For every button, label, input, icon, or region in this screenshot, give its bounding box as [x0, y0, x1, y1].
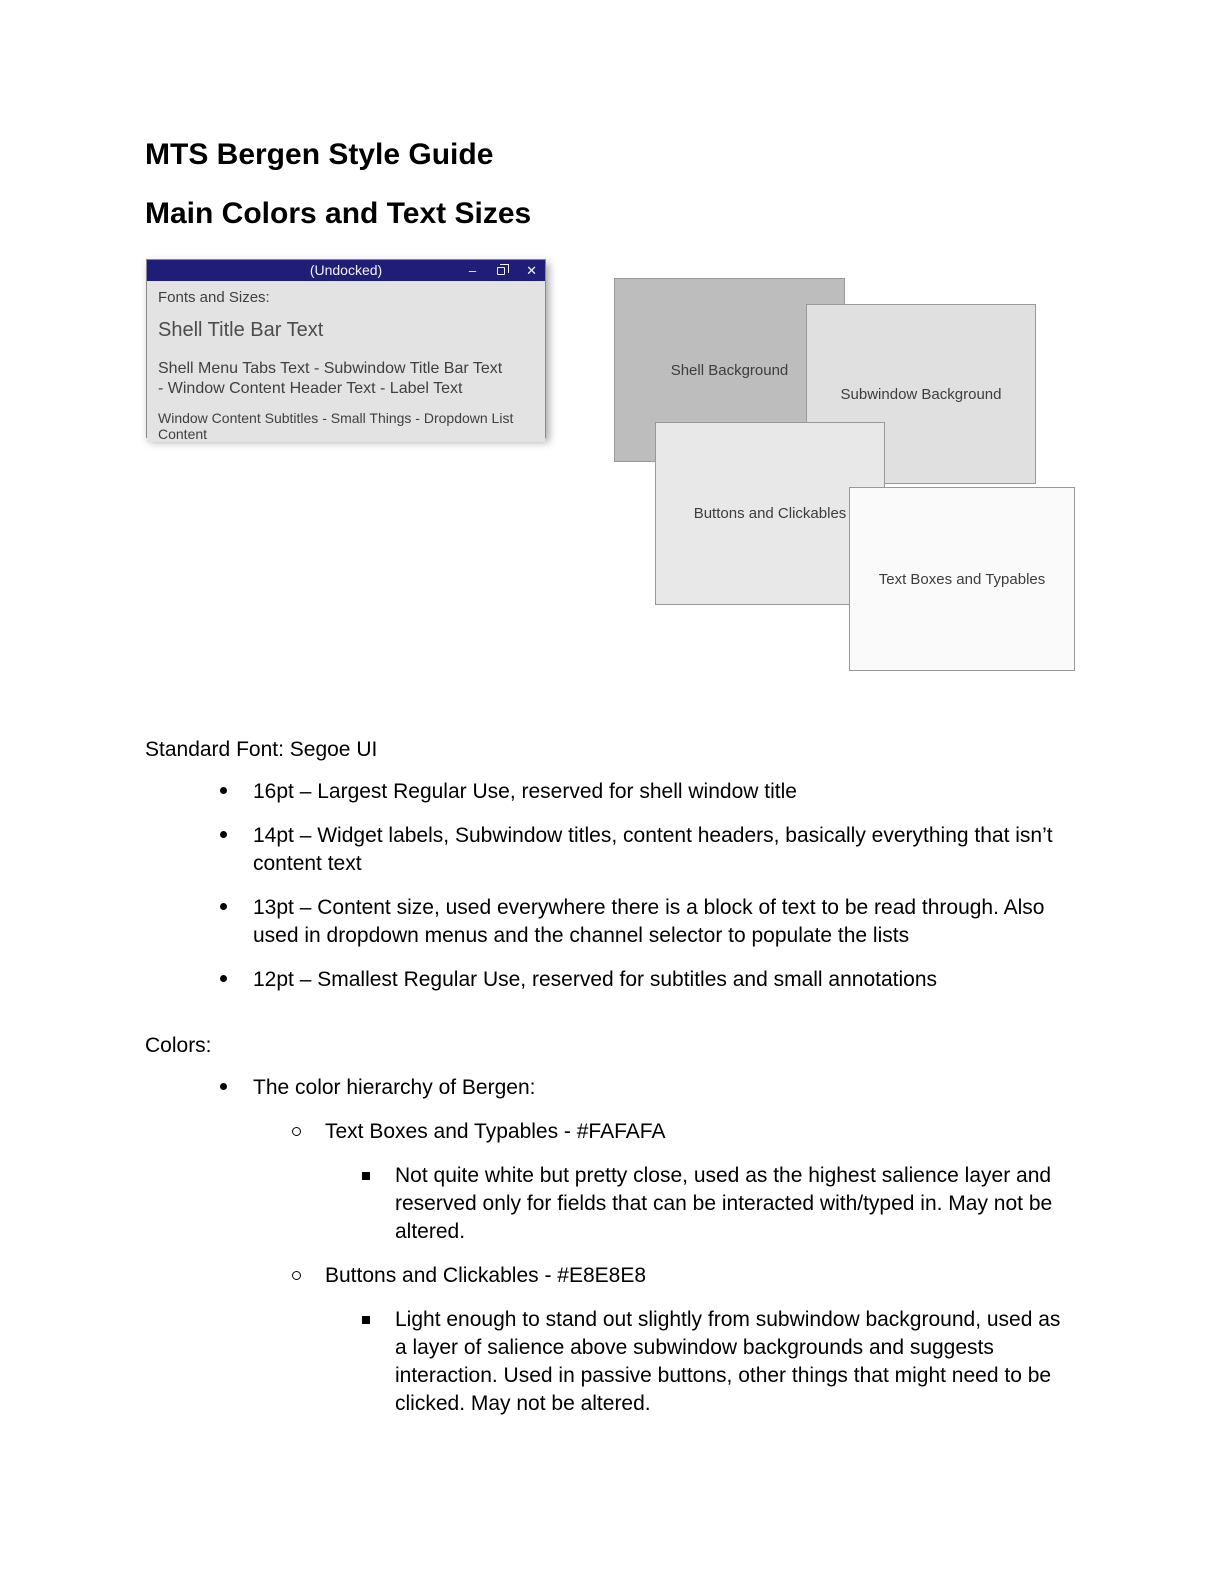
bullet-icon: [220, 975, 227, 982]
circle-bullet-icon: [292, 1271, 301, 1280]
swatch-label: Buttons and Clickables: [693, 505, 847, 522]
window-controls: [469, 260, 537, 281]
list-item-buttons-description: Light enough to stand out slightly from subwindow background, used as a layer of salience above subwindow backgrounds and suggests interaction. Used in passive buttons, other things that might need to be clicked. May not be altered.: [145, 1306, 1079, 1418]
minimize-icon[interactable]: –: [468, 263, 477, 278]
section-title: Main Colors and Text Sizes: [145, 197, 532, 230]
bullet-icon: [220, 831, 227, 838]
colors-section-heading: Colors:: [145, 1034, 212, 1057]
list-item-buttons-color: Buttons and Clickables - #E8E8E8: [145, 1262, 1079, 1290]
list-item-textboxes-description: Not quite white but pretty close, used as the highest salience layer and reserved only for fields that can be interacted with/typed in. May not be altered.: [145, 1162, 1079, 1246]
mock-window-body: [147, 281, 545, 442]
circle-bullet-icon: [292, 1127, 301, 1136]
font-section-heading: Standard Font: Segoe UI: [145, 738, 378, 761]
swatch-label: Shell Background: [670, 361, 789, 379]
list-item-13pt: 13pt – Content size, used everywhere there is a block of text to be read through. Also used in dropdown menus and the channel selector to populate the lists: [145, 894, 1079, 950]
list-item-textboxes-color: Text Boxes and Typables - #FAFAFA: [145, 1118, 1079, 1146]
window-subtitle-sample: Window Content Subtitles - Small Things - Dropdown List Content: [158, 410, 514, 442]
bullet-icon: [220, 1083, 227, 1090]
list-item-14pt: 14pt – Widget labels, Subwindow titles, content headers, basically everything that isn’t content text: [145, 822, 1079, 878]
swatch-label: Text Boxes and Typables: [878, 570, 1046, 588]
window-fonts-label: Fonts and Sizes:: [158, 289, 270, 306]
list-item-color-hierarchy: The color hierarchy of Bergen:: [145, 1074, 1079, 1102]
window-menu-text-sample: Shell Menu Tabs Text - Subwindow Title Bar Text - Window Content Header Text - Label Text: [158, 360, 503, 397]
swatch-label: Subwindow Background: [840, 385, 1002, 403]
bullet-icon: [220, 903, 227, 910]
page-title: MTS Bergen Style Guide: [145, 138, 494, 171]
bullet-icon: [220, 787, 227, 794]
square-bullet-icon: [362, 1172, 370, 1180]
square-bullet-icon: [362, 1316, 370, 1324]
mock-window-titlebar: [147, 260, 545, 281]
close-icon[interactable]: ✕: [526, 263, 537, 278]
mock-shell-window: [146, 259, 546, 442]
figure-row: [145, 259, 1079, 671]
list-item-12pt: 12pt – Smallest Regular Use, reserved for subtitles and small annotations: [145, 966, 1079, 994]
window-shell-title-sample: Shell Title Bar Text: [158, 319, 324, 341]
restore-icon[interactable]: [497, 267, 505, 275]
mock-window-title: (Undocked): [309, 262, 383, 278]
list-item-16pt: 16pt – Largest Regular Use, reserved for shell window title: [145, 778, 1079, 806]
text-boxes-typables-swatch: [849, 487, 1075, 671]
